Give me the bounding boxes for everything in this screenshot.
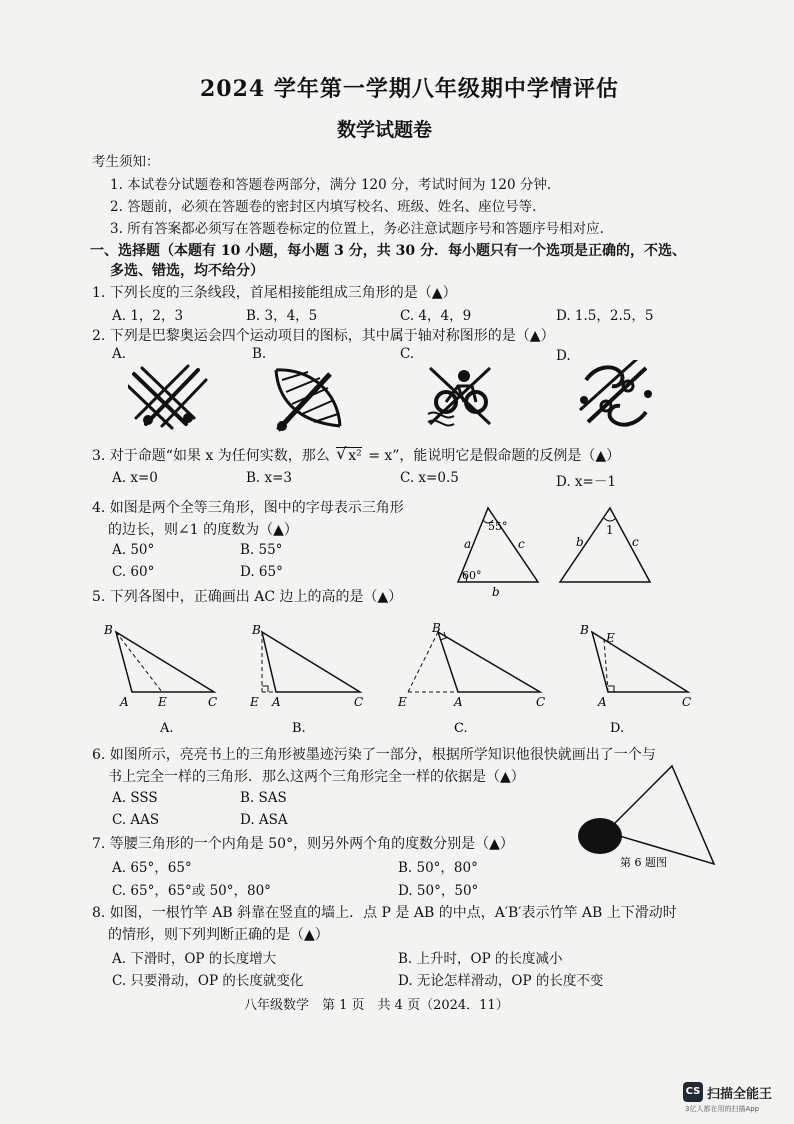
q5-label-c: C. (454, 721, 468, 736)
angle-label-1: 1 (606, 523, 614, 537)
point-a: A (120, 695, 129, 709)
notice-item: 2. 答题前，必须在答题卷的密封区内填写校名、班级、姓名、座位号等. (110, 199, 537, 215)
q6-caption: 第 6 题图 (620, 856, 667, 869)
angle-label-left: 60° (462, 569, 482, 582)
q4-option-d: D. 65° (240, 564, 283, 580)
q4-option-a: A. 50° (112, 542, 155, 558)
q6-option-d: D. ASA (240, 812, 288, 828)
question-2-stem: 2. 下列是巴黎奥运会四个运动项目的图标，其中属于轴对称图形的是（▲） (92, 328, 555, 344)
sport-icon-c (424, 362, 496, 430)
question-6-stem-cont: 书上完全一样的三角形．那么这两个三角形完全一样的依据是（▲） (108, 769, 525, 785)
question-5-stem: 5. 下列各图中，正确画出 AC 边上的高的是（▲） (92, 589, 403, 605)
question-4-stem: 4. 如图是两个全等三角形，图中的字母表示三角形 (92, 500, 404, 516)
question-3-stem (92, 445, 620, 465)
q3-option-a: A. x=0 (112, 470, 158, 486)
q1-option-b: B. 3，4，5 (246, 308, 318, 324)
q7-option-c: C. 65°，65°或 50°，80° (112, 883, 271, 899)
question-6-stem: 6. 如图所示，亮亮书上的三角形被墨迹污染了一部分，根据所学知识他很快就画出了一个与 (92, 747, 656, 763)
triangle (606, 766, 714, 864)
q7-option-d: D. 50°，50° (398, 883, 479, 899)
point-c: C (682, 695, 692, 709)
point-c: C (536, 695, 546, 709)
angle-arc (604, 518, 616, 521)
q3-option-b: B. x=3 (246, 470, 293, 486)
q8-option-b: B. 上升时，OP 的长度减小 (398, 951, 563, 967)
q8-option-d: D. 无论怎样滑动，OP 的长度不变 (398, 973, 604, 989)
side-label-b: b (492, 585, 500, 599)
q7-option-a: A. 65°，65° (112, 860, 192, 876)
point-b: B (580, 623, 589, 637)
q3-stem-pre: 3. 对于命题“如果 x 为任何实数，那么 (92, 448, 330, 464)
q6-option-b: B. SAS (240, 790, 287, 806)
q4-option-c: C. 60° (112, 564, 155, 580)
q7-option-b: B. 50°，80° (398, 860, 478, 876)
q2-label-c: C. (400, 346, 415, 362)
sqrt-expression (336, 444, 362, 464)
question-1-stem: 1. 下列长度的三条线段，首尾相接能组成三角形的是（▲） (92, 285, 457, 301)
ink-blot (578, 818, 622, 854)
scanner-brand-name: 扫描全能王 (707, 1087, 773, 1102)
page-footer: 八年级数学 第 1 页 共 4 页（2024．11） (244, 998, 509, 1013)
page-subtitle: 数学试题卷 (337, 119, 433, 141)
q5-label-d: D. (610, 721, 625, 736)
right-angle-mark (608, 686, 614, 692)
sqrt-radicand: x² (348, 448, 362, 464)
point-a: A (598, 695, 607, 709)
q3-option-c: C. x=0.5 (400, 470, 459, 486)
section-heading: 一、选择题（本题有 10 小题，每小题 3 分，共 30 分．每小题只有一个选项是正确的，不选、 (90, 243, 686, 259)
point-a: A (454, 695, 463, 709)
point-e: E (606, 631, 615, 645)
q3-option-d: D. x=－1 (556, 474, 616, 490)
right-angle-mark (262, 686, 268, 692)
side-label-a: a (464, 537, 472, 551)
q5-label-b: B. (292, 721, 306, 736)
section-heading-cont: 多选、错选，均不给分） (110, 263, 264, 279)
point-e: E (250, 695, 259, 709)
q4-option-b: B. 55° (240, 542, 283, 558)
q8-option-c: C. 只要滑动，OP 的长度就变化 (112, 973, 304, 989)
q1-option-a: A. 1，2，3 (112, 308, 184, 324)
point-b: B (252, 623, 261, 637)
sport-icon-b (268, 360, 348, 432)
angle-label-top: 55° (488, 520, 508, 533)
question-7-stem: 7. 等腰三角形的一个内角是 50°，则另外两个角的度数分别是（▲） (92, 836, 514, 852)
sport-icon-a (128, 362, 208, 430)
question-8-stem-cont: 的情形，则下列判断正确的是（▲） (108, 927, 329, 943)
point-b: B (432, 621, 441, 635)
sqrt-sign: √ (336, 444, 347, 463)
q6-option-c: C. AAS (112, 812, 160, 828)
point-b: B (104, 623, 113, 637)
q3-stem-post: = x”，能说明它是假命题的反例是（▲） (368, 448, 621, 464)
notice-heading: 考生须知： (92, 154, 160, 170)
scanner-logo-icon: CS (683, 1082, 703, 1102)
notice-item: 3. 所有答案都必须写在答题卷标定的位置上，务必注意试题序号和答题序号相对应. (110, 221, 604, 237)
triangle-a (116, 632, 214, 692)
height-line-c (408, 632, 438, 692)
scanner-tagline: 3亿人都在用的扫描App (685, 1105, 760, 1113)
side-label-b: b (576, 535, 584, 549)
q4-figure (450, 500, 690, 600)
q2-label-a: A. (112, 346, 127, 362)
height-line-a (116, 632, 162, 692)
point-e: E (398, 695, 407, 709)
point-c: C (354, 695, 364, 709)
triangle-b (262, 632, 360, 692)
q5-figures (96, 618, 716, 740)
notice-item: 1. 本试卷分试题卷和答题卷两部分，满分 120 分，考试时间为 120 分钟. (110, 177, 552, 193)
q8-option-a: A. 下滑时，OP 的长度增大 (112, 951, 277, 967)
point-a: A (272, 695, 281, 709)
page-title: 2024 学年第一学期八年级期中学情评估 (200, 76, 619, 102)
sport-icon-d (576, 360, 656, 432)
q2-label-b: B. (252, 346, 267, 362)
q5-label-a: A. (160, 721, 174, 736)
point-c: C (208, 695, 218, 709)
question-4-stem-cont: 的边长，则∠1 的度数为（▲） (108, 522, 298, 538)
side-label-c: c (632, 535, 639, 549)
q1-option-c: C. 4，4，9 (400, 308, 472, 324)
question-8-stem: 8. 如图，一根竹竿 AB 斜靠在竖直的墙上．点 P 是 AB 的中点，A′B′表示竹竿 AB 上下滑动时 (92, 905, 677, 921)
side-label-c: c (518, 537, 525, 551)
q1-option-d: D. 1.5，2.5，5 (556, 308, 654, 324)
triangle-c (438, 632, 540, 692)
q6-option-a: A. SSS (112, 790, 158, 806)
point-e: E (158, 695, 167, 709)
q6-figure (576, 760, 716, 870)
q2-label-d: D. (556, 348, 571, 364)
